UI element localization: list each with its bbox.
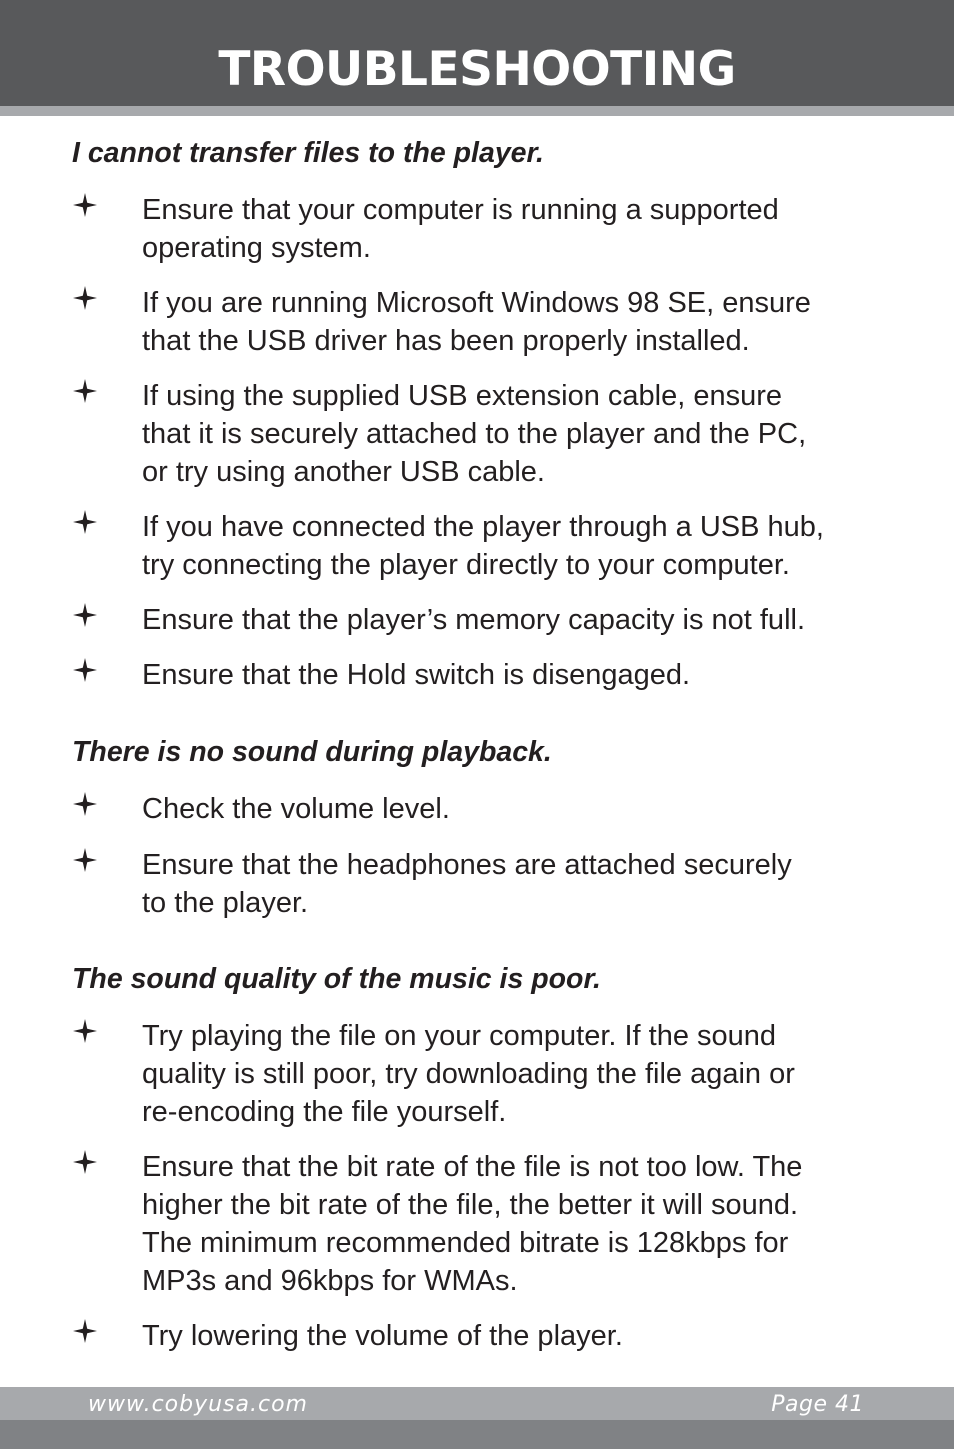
list-item-text: Check the volume level.: [142, 793, 450, 825]
four-point-star-icon: [72, 1149, 98, 1175]
list-item-text: Ensure that the headphones are attached securely to the player.: [142, 849, 792, 919]
four-point-star-icon: [72, 657, 98, 683]
list-item-text: Try lowering the volume of the player.: [142, 1320, 623, 1352]
four-point-star-icon: [72, 1018, 98, 1044]
list-item-text: Ensure that the bit rate of the file is not too low. The higher the bit rate of the file, the better it will sound. The minimum recommended bitrate is 128kbps for MP3s and 96kbps for WMAs.: [142, 1151, 803, 1297]
footer-rule: [0, 1420, 954, 1449]
list-item-text: Ensure that the Hold switch is disengaged.: [142, 659, 691, 691]
section-heading-no-sound: There is no sound during playback.: [72, 736, 552, 768]
footer-url: www.cobyusa.com: [88, 1392, 308, 1417]
four-point-star-icon: [72, 285, 98, 311]
four-point-star-icon: [72, 509, 98, 535]
list-item-text: Ensure that the player’s memory capacity is not full.: [142, 604, 806, 636]
four-point-star-icon: [72, 378, 98, 404]
page-number: Page 41: [771, 1392, 864, 1417]
four-point-star-icon: [72, 847, 98, 873]
four-point-star-icon: [72, 192, 98, 218]
list-item-text: If you have connected the player through a USB hub, try connecting the player directly to your computer.: [142, 511, 824, 581]
list-item-text: Ensure that your computer is running a supported operating system.: [142, 194, 779, 264]
header-rule: [0, 106, 954, 116]
list-item-text: If you are running Microsoft Windows 98 SE, ensure that the USB driver has been properly installed.: [142, 287, 811, 357]
list-item-text: If using the supplied USB extension cable, ensure that it is securely attached to the player and the PC, or try using another USB cable.: [142, 380, 807, 488]
section-heading-transfer: I cannot transfer files to the player.: [72, 137, 544, 169]
four-point-star-icon: [72, 1318, 98, 1344]
four-point-star-icon: [72, 602, 98, 628]
section-heading-sound-quality: The sound quality of the music is poor.: [72, 963, 601, 995]
list-item-text: Try playing the file on your computer. If the sound quality is still poor, try downloading the file again or re-encoding the file yourself.: [142, 1020, 795, 1128]
page-title: TROUBLESHOOTING: [218, 42, 736, 97]
four-point-star-icon: [72, 791, 98, 817]
